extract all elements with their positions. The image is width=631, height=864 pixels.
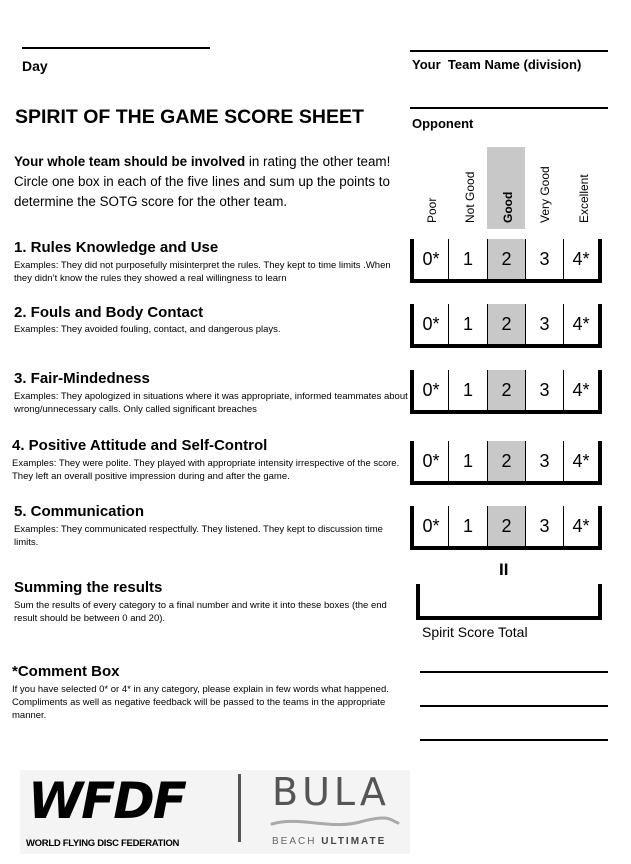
- score-option-3[interactable]: 3: [539, 451, 550, 471]
- score-option-2[interactable]: 2: [501, 451, 512, 471]
- team-name-line: [410, 50, 608, 52]
- score-option-2[interactable]: 2: [501, 249, 512, 269]
- team-name-label: Your Team Name (division): [412, 57, 582, 72]
- category-5-score-box: [410, 506, 602, 546]
- category-4-title: 4. Positive Attitude and Self-Control: [12, 437, 268, 454]
- score-option-1[interactable]: 1: [462, 516, 473, 536]
- comment-line-1[interactable]: [420, 671, 608, 673]
- score-option-3[interactable]: 3: [539, 314, 550, 334]
- opponent-label: Opponent: [412, 116, 474, 131]
- score-option-4[interactable]: 4*: [572, 380, 590, 400]
- category-2-example: Examples: They avoided fouling, contact, and dangerous plays.: [14, 324, 281, 335]
- summing-text: Sum the results of every category to a final number and write it into these boxes (the end result should be between 0 and 20).: [14, 600, 387, 624]
- score-option-3[interactable]: 3: [539, 249, 550, 269]
- category-3-title: 3. Fair-Mindedness: [14, 370, 150, 387]
- logo-divider: [238, 774, 241, 842]
- wfdf-logo: WFDF: [28, 772, 185, 830]
- wave-icon: [270, 814, 400, 830]
- bula-subtitle: [272, 836, 386, 847]
- comment-text: If you have selected 0* or 4* in any category, please explain in few words what happened. Compliments as well as negative feedback will be passed to the teams in the appropriate manner.: [12, 684, 389, 721]
- column-header-not-good: Not Good: [463, 171, 477, 223]
- score-option-0[interactable]: 0*: [422, 380, 440, 400]
- category-2-score-box: [410, 304, 602, 344]
- score-option-4[interactable]: 4*: [572, 451, 590, 471]
- page-title: SPIRIT OF THE GAME SCORE SHEET: [15, 106, 364, 128]
- score-option-0[interactable]: 0*: [422, 451, 440, 471]
- intro-rest: in rating the other team! Circle one box in each of the five lines and sum up the points to determine the SOTG score for the other team.: [14, 154, 391, 209]
- category-1-score-box: [410, 239, 602, 279]
- spirit-score-total-box[interactable]: [416, 584, 602, 618]
- opponent-line: [410, 107, 608, 109]
- category-1-example: Examples: They did not purposefully misinterpret the rules. They kept to time limits .When they didn’t know the rules they showed a real willingness to learn: [14, 260, 391, 284]
- column-header-good: Good: [501, 191, 515, 223]
- category-4-score-box: [410, 441, 602, 481]
- comment-line-3[interactable]: [420, 739, 608, 741]
- category-1-title: 1. Rules Knowledge and Use: [14, 239, 219, 256]
- day-line: [22, 47, 210, 49]
- category-5-example: Examples: They communicated respectfully. They listened. They kept to discussion time limits.: [14, 524, 383, 548]
- intro-text: [14, 152, 396, 212]
- category-3-score-box: [410, 370, 602, 410]
- score-option-1[interactable]: 1: [462, 314, 473, 334]
- comment-title: *Comment Box: [12, 663, 120, 680]
- comment-line-2[interactable]: [420, 705, 608, 707]
- score-option-3[interactable]: 3: [539, 516, 550, 536]
- bula-subtitle-ultimate: ULTIMATE: [321, 836, 387, 847]
- score-option-2[interactable]: 2: [501, 380, 512, 400]
- bula-subtitle-beach: BEACH: [272, 836, 322, 847]
- day-label: Day: [22, 58, 48, 74]
- bula-logo: BULA: [272, 770, 390, 814]
- score-option-1[interactable]: 1: [462, 249, 473, 269]
- category-2-title: 2. Fouls and Body Contact: [14, 304, 204, 321]
- category-3-example: Examples: They apologized in situations where it was appropriate, informed teammates about wrong/unnecessary calls. Only called significant breaches: [14, 391, 408, 415]
- wfdf-name: WORLD FLYING DISC FEDERATION: [26, 838, 180, 849]
- equals-sign: II: [499, 560, 509, 579]
- score-option-0[interactable]: 0*: [422, 314, 440, 334]
- column-header-very-good: Very Good: [538, 166, 552, 223]
- score-option-4[interactable]: 4*: [572, 516, 590, 536]
- column-header-poor: Poor: [425, 197, 439, 223]
- score-option-0[interactable]: 0*: [422, 516, 440, 536]
- column-header-excellent: Excellent: [577, 174, 591, 223]
- score-option-3[interactable]: 3: [539, 380, 550, 400]
- summing-title: Summing the results: [14, 579, 163, 596]
- score-option-0[interactable]: 0*: [422, 249, 440, 269]
- intro-bold: Your whole team should be involved: [14, 154, 246, 169]
- spirit-score-total-label: Spirit Score Total: [422, 624, 528, 640]
- score-option-1[interactable]: 1: [462, 380, 473, 400]
- category-5-title: 5. Communication: [14, 503, 145, 520]
- score-option-2[interactable]: 2: [501, 516, 512, 536]
- score-option-2[interactable]: 2: [501, 314, 512, 334]
- category-4-example: Examples: They were polite. They played with appropriate intensity irrespective of the score. They left an overall positive impression during and after the game.: [12, 458, 400, 482]
- score-option-4[interactable]: 4*: [572, 314, 590, 334]
- score-option-1[interactable]: 1: [462, 451, 473, 471]
- score-option-4[interactable]: 4*: [572, 249, 590, 269]
